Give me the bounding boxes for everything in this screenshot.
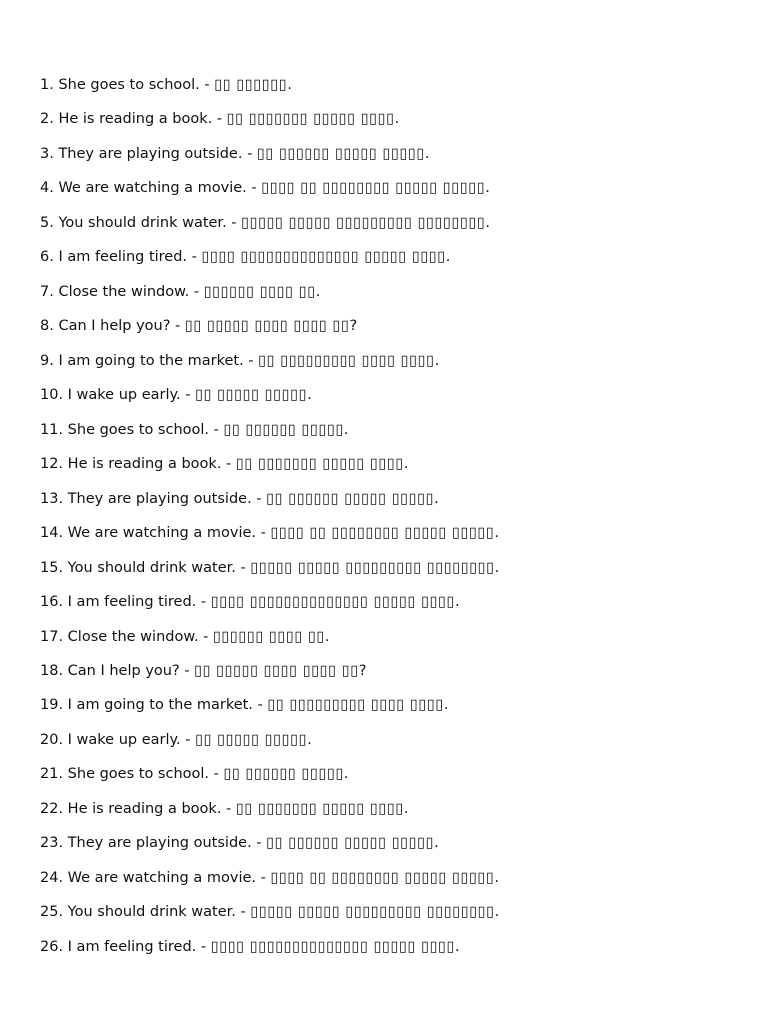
english-sentence: 5. You should drink water. (40, 214, 227, 231)
list-item (40, 143, 499, 177)
separator: - (246, 180, 262, 197)
translation-missing-glyphs: ▯▯ ▯▯▯▯▯▯▯ ▯▯▯▯▯ ▯▯▯▯ (235, 456, 404, 473)
separator: - (221, 800, 236, 817)
sentence-end-punctuation: . (343, 421, 349, 438)
separator: - (221, 456, 236, 473)
english-sentence: 11. She goes to school. (40, 421, 210, 438)
translation-missing-glyphs: ▯▯▯▯▯ ▯▯▯▯▯ ▯▯▯▯▯▯▯▯▯ ▯▯▯▯▯▯▯▯ (250, 904, 495, 921)
sentence-end-punctuation: . (307, 731, 312, 748)
list-item (40, 384, 499, 418)
separator: - (235, 559, 251, 576)
sentence-end-punctuation: . (494, 869, 500, 886)
translation-missing-glyphs: ▯▯ ▯▯▯▯▯▯▯▯▯ ▯▯▯▯ ▯▯▯▯ (267, 697, 444, 714)
english-sentence: 18. Can I help you? (40, 662, 180, 679)
list-item (40, 557, 499, 591)
separator: - (226, 214, 242, 231)
sentence-end-punctuation: . (324, 628, 330, 645)
english-sentence: 21. She goes to school. (40, 766, 210, 783)
sentence-end-punctuation: . (455, 594, 460, 611)
sentence-end-punctuation: . (455, 938, 460, 955)
translation-missing-glyphs: ▯▯ ▯▯▯▯▯ ▯▯▯▯ ▯▯▯▯ ▯▯ (184, 318, 350, 335)
english-sentence: 12. He is reading a book. (40, 456, 222, 473)
separator: - (180, 731, 196, 748)
list-item (40, 108, 499, 142)
translation-missing-glyphs: ▯▯ ▯▯▯▯▯▯ ▯▯▯▯▯ ▯▯▯▯▯ (266, 490, 435, 507)
list-item (40, 419, 499, 453)
list-item (40, 763, 499, 797)
sentence-end-punctuation: ? (349, 318, 358, 335)
sentence-end-punctuation: . (494, 904, 500, 921)
separator: - (212, 111, 227, 128)
sentence-end-punctuation: ? (358, 662, 367, 679)
translation-missing-glyphs: ▯▯ ▯▯▯▯▯▯▯ ▯▯▯▯▯ ▯▯▯▯ (235, 800, 404, 817)
separator: - (170, 318, 185, 335)
list-item (40, 729, 499, 763)
separator: - (209, 766, 224, 783)
separator: - (189, 283, 204, 300)
list-item (40, 522, 499, 556)
sentence-end-punctuation: . (394, 111, 400, 128)
translation-missing-glyphs: ▯▯ ▯▯▯▯▯▯ (214, 77, 288, 93)
translation-missing-glyphs: ▯▯ ▯▯▯▯▯▯ ▯▯▯▯▯ (223, 766, 344, 783)
english-sentence: 26. I am feeling tired. (40, 938, 197, 955)
english-sentence: 10. I wake up early. (40, 387, 181, 404)
sentence-end-punctuation: . (485, 214, 491, 231)
translation-missing-glyphs: ▯▯▯▯▯▯ ▯▯▯▯ ▯▯ (212, 628, 325, 645)
separator: - (196, 938, 211, 955)
sentence-end-punctuation: . (434, 352, 440, 369)
english-sentence: 6. I am feeling tired. (40, 249, 188, 266)
separator: - (199, 77, 215, 93)
translation-missing-glyphs: ▯▯▯▯ ▯▯ ▯▯▯▯▯▯▯▯ ▯▯▯▯▯ ▯▯▯▯▯ (270, 869, 495, 886)
separator: - (243, 352, 259, 369)
translation-missing-glyphs: ▯▯ ▯▯▯▯▯▯ ▯▯▯▯▯ ▯▯▯▯▯ (266, 835, 435, 852)
english-sentence: 24. We are watching a movie. (40, 869, 256, 886)
list-item (40, 591, 499, 625)
sentence-end-punctuation: . (403, 800, 409, 817)
sentence-end-punctuation: . (403, 456, 409, 473)
english-sentence: 15. You should drink water. (40, 559, 236, 576)
translation-missing-glyphs: ▯▯▯▯ ▯▯▯▯▯▯▯▯▯▯▯▯▯▯ ▯▯▯▯▯ ▯▯▯▯ (210, 594, 456, 611)
list-item (40, 350, 499, 384)
sentence-end-punctuation: . (424, 145, 430, 162)
english-sentence: 16. I am feeling tired. (40, 594, 197, 611)
list-item (40, 315, 499, 349)
translation-missing-glyphs: ▯▯ ▯▯▯▯▯▯ ▯▯▯▯▯ (223, 421, 344, 438)
translation-missing-glyphs: ▯▯▯▯ ▯▯ ▯▯▯▯▯▯▯▯ ▯▯▯▯▯ ▯▯▯▯▯ (270, 525, 495, 542)
separator: - (256, 525, 271, 542)
english-sentence: 8. Can I help you? (40, 318, 171, 335)
translation-missing-glyphs: ▯▯ ▯▯▯▯▯ ▯▯▯▯ ▯▯▯▯ ▯▯ (194, 662, 359, 679)
list-item (40, 626, 499, 660)
separator: - (179, 662, 195, 679)
list-item (40, 281, 499, 315)
separator: - (251, 490, 267, 507)
translation-missing-glyphs: ▯▯▯▯ ▯▯ ▯▯▯▯▯▯▯▯ ▯▯▯▯▯ ▯▯▯▯▯ (261, 180, 486, 197)
translation-missing-glyphs: ▯▯ ▯▯▯▯▯▯ ▯▯▯▯▯ ▯▯▯▯▯ (256, 145, 425, 162)
english-sentence: 19. I am going to the market. (40, 697, 253, 714)
english-sentence: 22. He is reading a book. (40, 800, 222, 817)
english-sentence: 3. They are playing outside. (40, 145, 243, 162)
english-sentence: 25. You should drink water. (40, 904, 236, 921)
translation-missing-glyphs: ▯▯▯▯ ▯▯▯▯▯▯▯▯▯▯▯▯▯▯ ▯▯▯▯▯ ▯▯▯▯ (210, 938, 456, 955)
list-item (40, 74, 499, 108)
sentence-end-punctuation: . (434, 490, 439, 507)
list-item (40, 177, 499, 211)
separator: - (242, 145, 257, 162)
list-item (40, 901, 499, 935)
separator: - (187, 249, 202, 266)
list-item (40, 694, 499, 728)
list-item (40, 936, 499, 970)
english-sentence: 1. She goes to school. (40, 77, 200, 93)
english-sentence: 9. I am going to the market. (40, 352, 244, 369)
sentence-end-punctuation: . (315, 283, 321, 300)
separator: - (196, 594, 211, 611)
translation-missing-glyphs: ▯▯▯▯▯ ▯▯▯▯▯ ▯▯▯▯▯▯▯▯▯ ▯▯▯▯▯▯▯▯ (241, 214, 486, 231)
translation-missing-glyphs: ▯▯▯▯ ▯▯▯▯▯▯▯▯▯▯▯▯▯▯ ▯▯▯▯▯ ▯▯▯▯ (201, 249, 446, 266)
list-item (40, 212, 499, 246)
english-sentence: 2. He is reading a book. (40, 111, 213, 128)
separator: - (235, 904, 251, 921)
separator: - (251, 835, 267, 852)
english-sentence: 17. Close the window. (40, 628, 199, 645)
sentence-end-punctuation: . (485, 180, 490, 197)
english-sentence: 4. We are watching a movie. (40, 180, 247, 197)
list-item (40, 832, 499, 866)
sentence-end-punctuation: . (343, 766, 349, 783)
list-item (40, 798, 499, 832)
translation-missing-glyphs: ▯▯ ▯▯▯▯▯▯▯ ▯▯▯▯▯ ▯▯▯▯ (226, 111, 395, 128)
list-item (40, 660, 499, 694)
sentence-list (40, 74, 499, 970)
translation-missing-glyphs: ▯▯ ▯▯▯▯▯ ▯▯▯▯▯ (195, 387, 308, 404)
english-sentence: 7. Close the window. (40, 283, 190, 300)
list-item (40, 867, 499, 901)
sentence-end-punctuation: . (434, 835, 439, 852)
sentence-end-punctuation: . (307, 387, 312, 404)
sentence-end-punctuation: . (445, 249, 451, 266)
list-item (40, 453, 499, 487)
sentence-end-punctuation: . (287, 77, 292, 93)
english-sentence: 20. I wake up early. (40, 731, 181, 748)
list-item (40, 488, 499, 522)
separator: - (252, 697, 268, 714)
english-sentence: 13. They are playing outside. (40, 490, 252, 507)
separator: - (198, 628, 213, 645)
english-sentence: 14. We are watching a movie. (40, 525, 256, 542)
sentence-end-punctuation: . (443, 697, 449, 714)
separator: - (256, 869, 271, 886)
separator: - (209, 421, 224, 438)
translation-missing-glyphs: ▯▯ ▯▯▯▯▯▯▯▯▯ ▯▯▯▯ ▯▯▯▯ (258, 352, 435, 369)
english-sentence: 23. They are playing outside. (40, 835, 252, 852)
translation-missing-glyphs: ▯▯▯▯▯ ▯▯▯▯▯ ▯▯▯▯▯▯▯▯▯ ▯▯▯▯▯▯▯▯ (250, 559, 495, 576)
sentence-end-punctuation: . (494, 525, 500, 542)
separator: - (180, 387, 196, 404)
translation-missing-glyphs: ▯▯ ▯▯▯▯▯ ▯▯▯▯▯ (195, 731, 308, 748)
list-item (40, 246, 499, 280)
sentence-end-punctuation: . (494, 559, 500, 576)
translation-missing-glyphs: ▯▯▯▯▯▯ ▯▯▯▯ ▯▯ (203, 283, 316, 300)
